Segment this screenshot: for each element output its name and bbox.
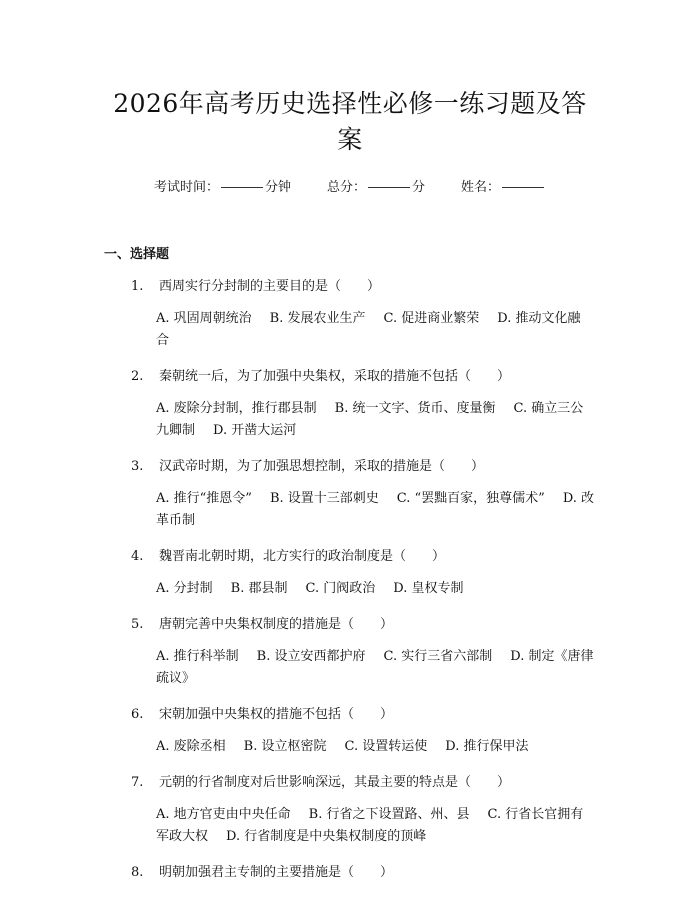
question-list bbox=[104, 276, 596, 884]
option-b: B. 发展农业生产 bbox=[269, 311, 366, 326]
question-options bbox=[104, 646, 596, 690]
exam-name bbox=[461, 176, 546, 195]
question-number: 1. bbox=[131, 279, 144, 294]
option-d: D. 改革币制 bbox=[156, 491, 595, 528]
question-text: 魏晋南北朝时期，北方实行的政治制度是（ ） bbox=[159, 549, 446, 564]
exam-time-blank bbox=[221, 187, 263, 188]
question-text: 汉武帝时期，为了加强思想控制，采取的措施是（ ） bbox=[159, 459, 485, 474]
question-text: 唐朝完善中央集权制度的措施是（ ） bbox=[159, 617, 394, 632]
question-number: 3. bbox=[131, 459, 144, 474]
option-b: B. 设置十三部刺史 bbox=[269, 491, 379, 506]
question-number: 7. bbox=[131, 775, 144, 790]
question-number: 4. bbox=[131, 549, 144, 564]
option-a: A. 分封制 bbox=[156, 581, 213, 596]
question-options bbox=[104, 736, 596, 758]
option-d: D. 行省制度是中央集权制度的顶峰 bbox=[226, 829, 427, 844]
question-2 bbox=[104, 366, 596, 442]
exam-score-label: 总分： bbox=[326, 180, 366, 195]
option-a: A. 废除分封制，推行郡县制 bbox=[156, 401, 317, 416]
exam-name-blank bbox=[502, 187, 544, 188]
exam-score-unit: 分 bbox=[412, 180, 426, 195]
question-3 bbox=[104, 456, 596, 532]
question-text: 宋朝加强中央集权的措施不包括（ ） bbox=[159, 707, 394, 722]
question-stem bbox=[104, 614, 596, 636]
exam-score-blank bbox=[368, 187, 410, 188]
option-d: D. 皇权专制 bbox=[393, 581, 464, 596]
question-stem bbox=[104, 862, 596, 884]
option-b: B. 统一文字、货币、度量衡 bbox=[334, 401, 496, 416]
question-text: 西周实行分封制的主要目的是（ ） bbox=[159, 279, 381, 294]
question-7 bbox=[104, 772, 596, 848]
exam-time-label: 考试时间： bbox=[153, 180, 219, 195]
option-c: C. 促进商业繁荣 bbox=[383, 311, 480, 326]
question-number: 6. bbox=[131, 707, 144, 722]
question-1 bbox=[104, 276, 596, 352]
question-8 bbox=[104, 862, 596, 884]
option-d: D. 开凿大运河 bbox=[213, 423, 297, 438]
exam-time bbox=[154, 176, 291, 195]
option-c: C. “罢黜百家，独尊儒术” bbox=[396, 491, 545, 506]
exam-meta bbox=[104, 176, 596, 195]
option-a: A. 推行科举制 bbox=[156, 649, 239, 664]
question-stem bbox=[104, 704, 596, 726]
option-b: B. 行省之下设置路、州、县 bbox=[308, 807, 470, 822]
option-a: A. 废除丞相 bbox=[156, 739, 226, 754]
option-c: C. 确立三公九卿制 bbox=[156, 401, 584, 438]
question-options bbox=[104, 488, 596, 532]
question-stem bbox=[104, 772, 596, 794]
exam-time-unit: 分钟 bbox=[264, 180, 291, 195]
question-stem bbox=[104, 546, 596, 568]
question-options bbox=[104, 398, 596, 442]
section-heading: 一、选择题 bbox=[104, 247, 170, 262]
exam-score bbox=[327, 176, 425, 195]
question-options bbox=[104, 804, 596, 848]
option-c: C. 门阀政治 bbox=[305, 581, 376, 596]
question-options bbox=[104, 308, 596, 352]
option-c: C. 设置转运使 bbox=[344, 739, 428, 754]
question-number: 5. bbox=[131, 617, 144, 632]
question-text: 明朝加强君主专制的主要措施是（ ） bbox=[159, 865, 394, 880]
option-c: C. 行省长官拥有军政大权 bbox=[156, 807, 584, 844]
question-4 bbox=[104, 546, 596, 600]
question-options bbox=[104, 578, 596, 600]
question-5 bbox=[104, 614, 596, 690]
exam-name-label: 姓名： bbox=[461, 180, 501, 195]
option-b: B. 设立安西都护府 bbox=[256, 649, 366, 664]
option-d: D. 推行保甲法 bbox=[445, 739, 529, 754]
option-d: D. 制定《唐律疏议》 bbox=[156, 649, 594, 686]
option-a: A. 地方官吏由中央任命 bbox=[156, 807, 291, 822]
option-d: D. 推动文化融合 bbox=[156, 311, 581, 348]
option-a: A. 巩固周朝统治 bbox=[156, 311, 252, 326]
option-c: C. 实行三省六部制 bbox=[383, 649, 493, 664]
option-b: B. 设立枢密院 bbox=[243, 739, 327, 754]
question-number: 2. bbox=[131, 369, 144, 384]
question-text: 秦朝统一后，为了加强中央集权，采取的措施不包括（ ） bbox=[159, 369, 511, 384]
page-title: 2026年高考历史选择性必修一练习题及答案 bbox=[113, 89, 587, 154]
option-b: B. 郡县制 bbox=[230, 581, 288, 596]
question-text: 元朝的行省制度对后世影响深远，其最主要的特点是（ ） bbox=[159, 775, 511, 790]
question-number: 8. bbox=[131, 865, 144, 880]
question-stem bbox=[104, 366, 596, 388]
question-stem bbox=[104, 456, 596, 478]
option-a: A. 推行“推恩令” bbox=[156, 491, 252, 506]
question-stem bbox=[104, 276, 596, 298]
question-6 bbox=[104, 704, 596, 758]
